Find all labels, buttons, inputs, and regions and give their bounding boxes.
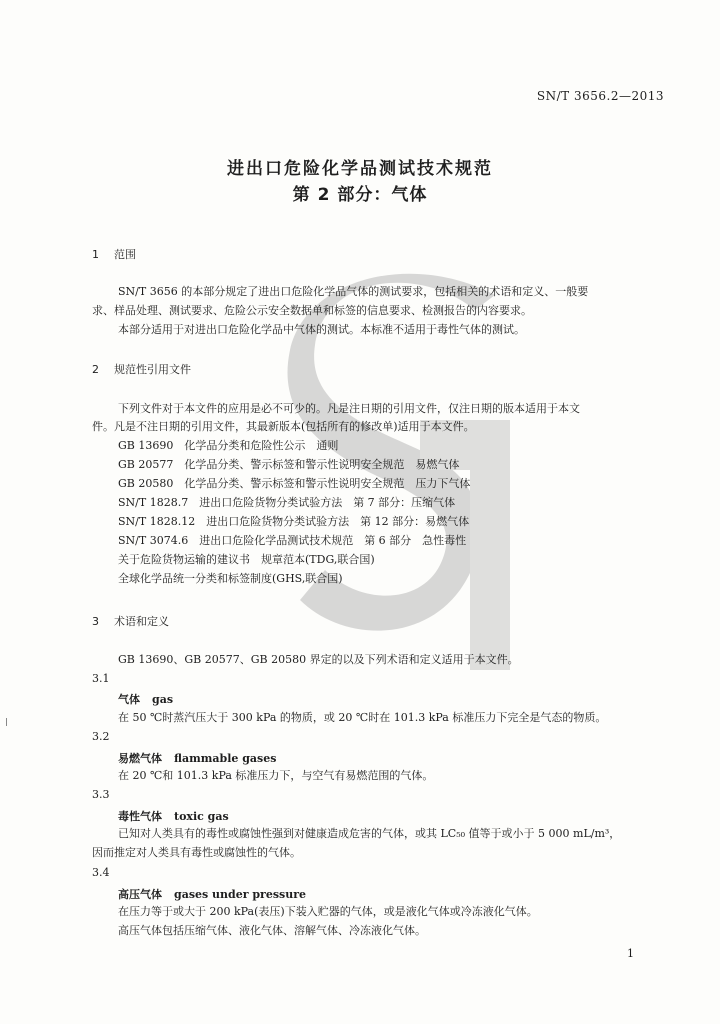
- paragraph: 求、样品处理、测试要求、危险公示安全数据单和标签的信息要求、检测报告的内容要求。: [92, 304, 532, 317]
- reference-item: SN/T 1828.12 进出口危险货物分类试验方法 第 12 部分：易燃气体: [118, 515, 470, 528]
- section-3-heading: [92, 613, 169, 629]
- term-number: 3.4: [92, 866, 110, 879]
- term-heading: [118, 691, 173, 707]
- reference-item: SN/T 3074.6 进出口危险化学品测试技术规范 第 6 部分 急性毒性: [118, 534, 467, 547]
- section-number: 3: [92, 615, 99, 628]
- term-heading: [118, 886, 306, 902]
- term-en: gases under pressure: [174, 888, 307, 901]
- term-definition: 在 50 ℃时蒸汽压大于 300 kPa 的物质，或 20 ℃时在 101.3 kPa 标准压力下完全是气态的物质。: [118, 711, 607, 724]
- page-number: 1: [627, 947, 634, 960]
- standard-number: SN/T 3656.2—2013: [536, 89, 664, 103]
- reference-item: GB 13690 化学品分类和危险性公示 通则: [118, 439, 339, 452]
- term-definition: 在 20 ℃和 101.3 kPa 标准压力下，与空气有易燃范围的气体。: [118, 769, 434, 782]
- document-title: 进出口危险化学品测试技术规范: [227, 159, 493, 179]
- reference-item: GB 20580 化学品分类、警示标签和警示性说明安全规范 压力下气体: [118, 477, 471, 490]
- section-number: 1: [92, 248, 99, 261]
- reference-item: 关于危险货物运输的建议书 规章范本(TDG,联合国): [118, 553, 375, 566]
- term-definition: 高压气体包括压缩气体、液化气体、溶解气体、冷冻液化气体。: [118, 924, 426, 937]
- term-definition: 在压力等于或大于 200 kPa(表压)下装入贮器的气体，或是液化气体或冷冻液化气体。: [118, 905, 538, 918]
- document-subtitle: 第 2 部分：气体: [292, 185, 428, 205]
- section-1-heading: [92, 246, 136, 262]
- term-heading: [118, 808, 229, 824]
- term-zh: 气体: [118, 693, 140, 706]
- paragraph: GB 13690、GB 20577、GB 20580 界定的以及下列术语和定义适用于本文件。: [118, 653, 519, 666]
- term-number: 3.2: [92, 730, 110, 743]
- section-title: 规范性引用文件: [114, 363, 191, 376]
- term-zh: 毒性气体: [118, 810, 162, 823]
- paragraph: 件。凡是不注日期的引用文件，其最新版本(包括所有的修改单)适用于本文件。: [92, 420, 475, 433]
- section-title: 术语和定义: [114, 615, 169, 628]
- section-title: 范围: [114, 248, 136, 261]
- paragraph: 下列文件对于本文件的应用是必不可少的。凡是注日期的引用文件，仅注日期的版本适用于本文: [118, 402, 580, 415]
- term-zh: 易燃气体: [118, 752, 162, 765]
- paragraph: SN/T 3656 的本部分规定了进出口危险化学品气体的测试要求，包括相关的术语和定义、一般要: [118, 285, 589, 298]
- term-definition: 因而推定对人类具有毒性或腐蚀性的气体。: [92, 846, 301, 859]
- paragraph: 本部分适用于对进出口危险化学品中气体的测试。本标准不适用于毒性气体的测试。: [118, 323, 525, 336]
- scan-margin-mark: [6, 718, 10, 726]
- section-number: 2: [92, 363, 99, 376]
- term-definition: 已知对人类具有的毒性或腐蚀性强到对健康造成危害的气体，或其 LC₅₀ 值等于或小于 5 000 mL/m³，: [118, 827, 621, 840]
- term-number: 3.3: [92, 788, 110, 801]
- term-zh: 高压气体: [118, 888, 162, 901]
- reference-item: GB 20577 化学品分类、警示标签和警示性说明安全规范 易燃气体: [118, 458, 460, 471]
- reference-item: 全球化学品统一分类和标签制度(GHS,联合国): [118, 572, 343, 585]
- section-2-heading: [92, 361, 191, 377]
- term-number: 3.1: [92, 672, 110, 685]
- term-heading: [118, 750, 276, 766]
- term-en: toxic gas: [174, 810, 229, 823]
- reference-item: SN/T 1828.7 进出口危险货物分类试验方法 第 7 部分：压缩气体: [118, 496, 456, 509]
- term-en: gas: [152, 693, 174, 706]
- term-en: flammable gases: [174, 752, 277, 765]
